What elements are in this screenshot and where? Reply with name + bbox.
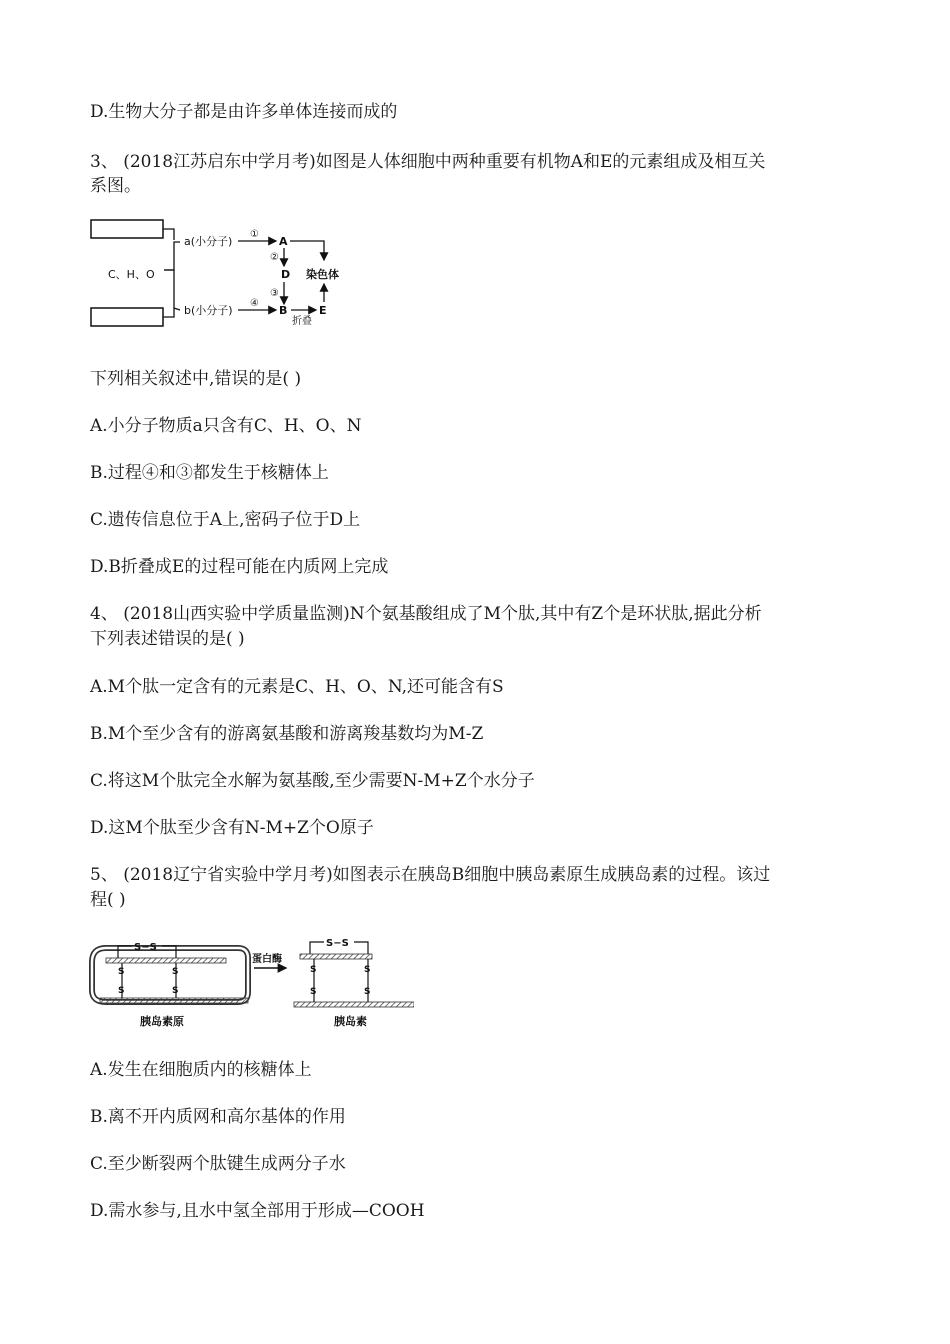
q3-node-B: B <box>279 304 288 317</box>
q5-option-b: B.离不开内质网和高尔基体的作用 <box>90 1107 346 1127</box>
q3-a-label: a(小分子) <box>184 235 233 248</box>
q3-b-label: b(小分子) <box>184 304 233 317</box>
q5-right-b-chain <box>294 1002 414 1007</box>
q4-option-c: C.将这M个肽完全水解为氨基酸,至少需要N-M+Z个水分子 <box>90 771 535 791</box>
q3-bottom-box <box>91 308 163 326</box>
q3-prompt: 下列相关叙述中,错误的是( ) <box>90 369 302 389</box>
q5-right-s3: S <box>364 965 371 975</box>
q3-figure <box>88 212 348 330</box>
q5-left-ss: S−S <box>134 942 157 953</box>
q3-top-box <box>91 220 163 238</box>
q4-option-d: D.这M个肽至少含有N-M+Z个O原子 <box>90 818 374 838</box>
q4-stem-line1: 4、 (2018山西实验中学质量监测)N个氨基酸组成了M个肽,其中有Z个是环状肽,据此分析 <box>90 604 762 624</box>
q2-option-d: D.生物大分子都是由许多单体连接而成的 <box>90 102 398 122</box>
q3-chromosome: 染色体 <box>306 268 339 281</box>
q5-right-s2: S <box>310 987 317 997</box>
q3-option-a: A.小分子物质a只含有C、H、O、N <box>90 416 362 436</box>
q5-left-s4: S <box>172 986 179 996</box>
q4-option-b: B.M个至少含有的游离氨基酸和游离羧基数均为M-Z <box>90 724 484 744</box>
q5-right-s4: S <box>364 987 371 997</box>
q3-node-A: A <box>279 235 288 248</box>
q3-step1: ① <box>250 229 259 240</box>
q3-option-d: D.B折叠成E的过程可能在内质网上完成 <box>90 557 389 577</box>
q5-left-caption: 胰岛素原 <box>140 1015 184 1028</box>
q5-stem-line1: 5、 (2018辽宁省实验中学月考)如图表示在胰岛B细胞中胰岛素原生成胰岛素的过程。该过 <box>90 865 771 885</box>
q5-figure <box>88 930 414 1030</box>
q5-right-ss: S−S <box>326 938 349 949</box>
q5-right-a-chain <box>300 954 372 959</box>
q5-left-s2: S <box>118 986 125 996</box>
q3-option-c: C.遗传信息位于A上,密码子位于D上 <box>90 510 361 530</box>
q4-option-a: A.M个肽一定含有的元素是C、H、O、N,还可能含有S <box>90 677 504 697</box>
q5-option-a: A.发生在细胞质内的核糖体上 <box>90 1060 312 1080</box>
q3-stem-line2: 系图。 <box>90 176 141 196</box>
q5-stem-line2: 程( ) <box>90 890 126 910</box>
q3-step3: ③ <box>270 288 279 299</box>
q4-stem-line2: 下列表述错误的是( ) <box>90 629 245 649</box>
q3-option-b: B.过程④和③都发生于核糖体上 <box>90 463 329 483</box>
q5-option-c: C.至少断裂两个肽键生成两分子水 <box>90 1154 346 1174</box>
q3-node-E: E <box>319 304 327 317</box>
q3-step2: ② <box>270 252 279 263</box>
q5-left-s3: S <box>172 967 179 977</box>
q5-left-s1: S <box>118 967 125 977</box>
q5-right-caption: 胰岛素 <box>334 1015 367 1028</box>
q5-left-b-chain <box>100 998 248 1003</box>
q5-option-d: D.需水参与,且水中氢全部用于形成—COOH <box>90 1201 425 1221</box>
q3-step4: ④ <box>250 298 259 309</box>
q5-enzyme: 蛋白酶 <box>252 954 282 965</box>
q3-elements-label: C、H、O <box>108 268 155 281</box>
q3-stem-line1: 3、 (2018江苏启东中学月考)如图是人体细胞中两种重要有机物A和E的元素组成及相互关 <box>90 152 766 172</box>
q3-node-D: D <box>281 268 291 281</box>
q3-fold: 折叠 <box>292 316 312 327</box>
q5-right-s1: S <box>310 965 317 975</box>
